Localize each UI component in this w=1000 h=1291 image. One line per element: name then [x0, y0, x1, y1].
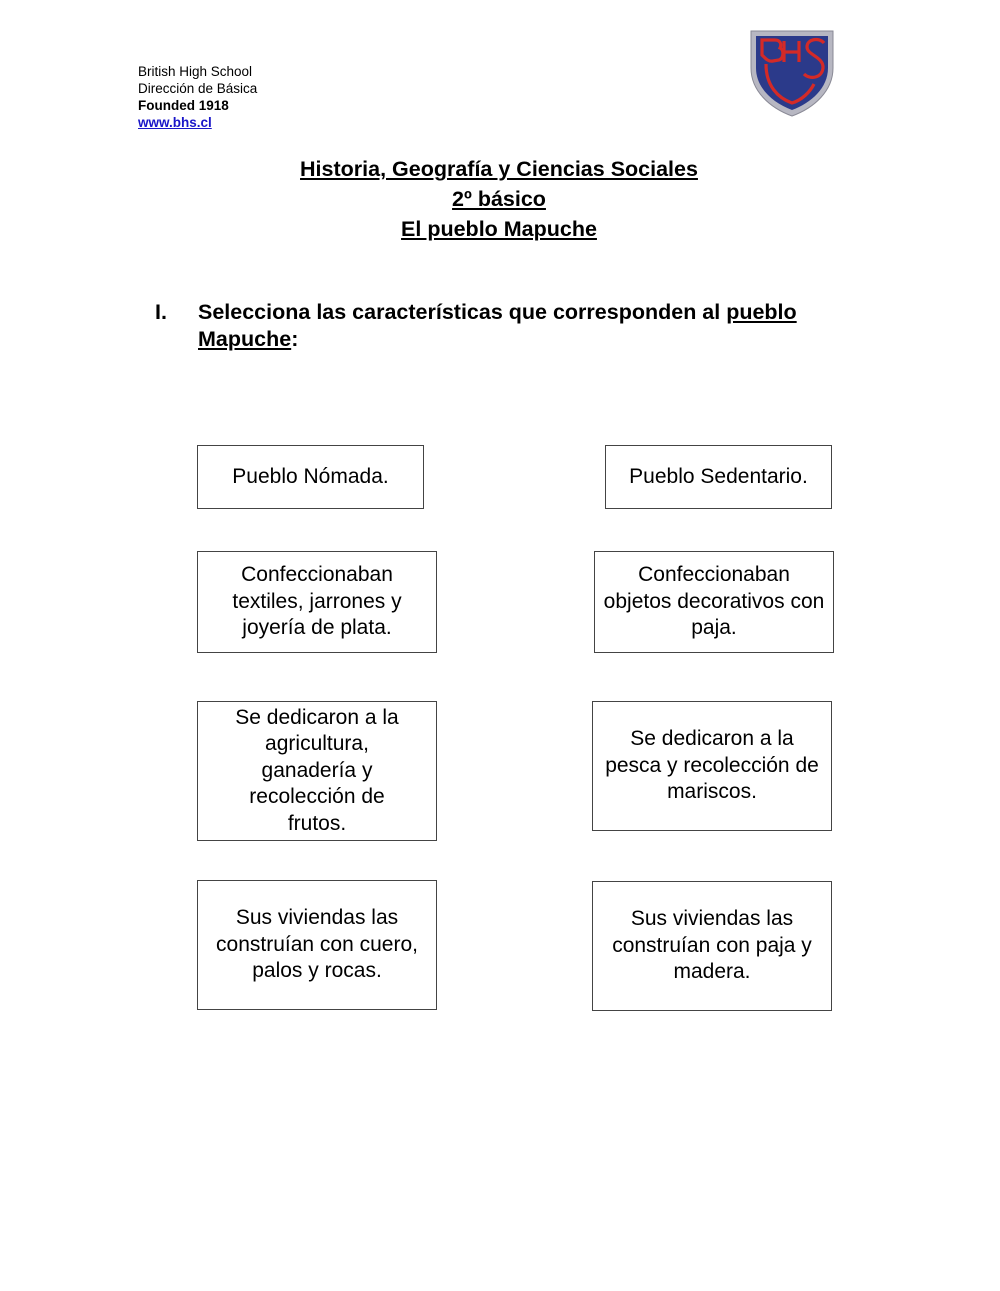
subject-title: Historia, Geografía y Ciencias Sociales [300, 157, 698, 181]
option-card-viviendas-paja[interactable]: Sus viviendas las construían con paja y madera. [592, 881, 832, 1011]
founded-year: Founded 1918 [138, 98, 229, 113]
question-number: I. [155, 300, 167, 324]
option-card-nomada[interactable]: Pueblo Nómada. [197, 445, 424, 509]
department-name: Dirección de Básica [138, 81, 258, 96]
school-crest-icon [748, 28, 836, 118]
website-link[interactable]: www.bhs.cl [138, 115, 212, 130]
question-text-end: : [291, 327, 299, 351]
topic-title: El pueblo Mapuche [401, 217, 597, 241]
question-text [198, 299, 848, 353]
option-card-pesca[interactable]: Se dedicaron a la pesca y recolección de mariscos. [592, 701, 832, 831]
school-name: British High School [138, 64, 253, 79]
school-info [138, 63, 257, 131]
option-card-textiles[interactable]: Confeccionaban textiles, jarrones y joyería de plata. [197, 551, 437, 653]
worksheet-titles [0, 154, 998, 244]
question-text-start: Selecciona las características que corresponden al [198, 300, 727, 324]
grade-title: 2º básico [452, 187, 546, 211]
option-card-viviendas-cuero[interactable]: Sus viviendas las construían con cuero, palos y rocas. [197, 880, 437, 1010]
option-card-paja-decorativos[interactable]: Confeccionaban objetos decorativos con paja. [594, 551, 834, 653]
question-text-underlined: pueblo Mapuche [198, 300, 797, 351]
option-card-sedentario[interactable]: Pueblo Sedentario. [605, 445, 832, 509]
option-card-agricultura[interactable]: Se dedicaron a la agricultura, ganadería y recolección de frutos. [197, 701, 437, 841]
